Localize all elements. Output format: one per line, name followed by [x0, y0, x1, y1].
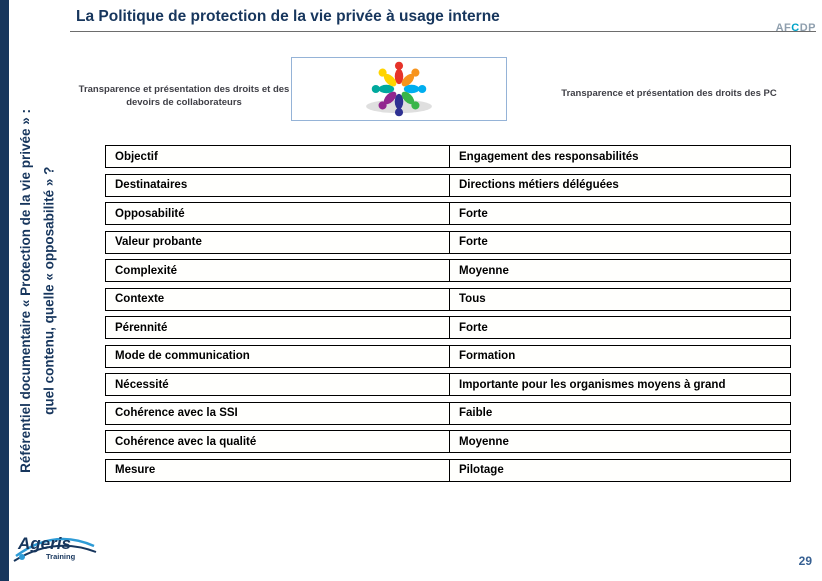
row-value: Forte: [450, 202, 791, 225]
row-value: Engagement des responsabilités: [450, 145, 791, 168]
table-row: [105, 288, 791, 311]
people-circle-clipart: [360, 60, 438, 118]
table-row: [105, 231, 791, 254]
table-row: [105, 202, 791, 225]
criteria-table: [105, 145, 791, 487]
header-right-caption: Transparence et présentation des droits des PC: [561, 88, 777, 99]
table-row: [105, 174, 791, 197]
sidebar-line-2: quel contenu, quelle « opposabilité » ?: [42, 166, 57, 415]
row-label: Pérennité: [105, 316, 450, 339]
row-label: Mode de communication: [105, 345, 450, 368]
afcdp-logo: [776, 22, 816, 34]
page-title: La Politique de protection de la vie privée à usage interne: [76, 8, 500, 25]
row-label: Nécessité: [105, 373, 450, 396]
afcdp-logo-part2: C: [791, 22, 800, 34]
row-label: Valeur probante: [105, 231, 450, 254]
left-accent-strip: [0, 0, 9, 581]
page-number: 29: [798, 554, 812, 568]
afcdp-logo-part3: DP: [799, 22, 816, 34]
header-left-caption: Transparence et présentation des droits et des devoirs de collaborateurs: [78, 84, 290, 108]
row-value: Moyenne: [450, 430, 791, 453]
row-label: Objectif: [105, 145, 450, 168]
table-row: [105, 459, 791, 482]
table-row: [105, 259, 791, 282]
ageris-logo-subtext: Training: [46, 552, 76, 561]
row-value: Forte: [450, 316, 791, 339]
table-row: [105, 402, 791, 425]
table-row: [105, 430, 791, 453]
row-label: Mesure: [105, 459, 450, 482]
row-value: Formation: [450, 345, 791, 368]
row-label: Opposabilité: [105, 202, 450, 225]
clipart-frame: [291, 57, 507, 121]
row-value: Faible: [450, 402, 791, 425]
table-row: [105, 316, 791, 339]
ageris-logo: [12, 526, 98, 572]
row-value: Pilotage: [450, 459, 791, 482]
ageris-logo-text: Ageris: [18, 534, 71, 553]
sidebar-line-1: Référentiel documentaire « Protection de la vie privée » :: [18, 108, 34, 473]
table-row: [105, 345, 791, 368]
row-value: Tous: [450, 288, 791, 311]
row-value: Importante pour les organismes moyens à grand: [450, 373, 791, 396]
title-divider: [70, 31, 816, 32]
table-row: [105, 145, 791, 168]
row-label: Destinataires: [105, 174, 450, 197]
afcdp-logo-part1: AF: [775, 22, 792, 34]
row-value: Moyenne: [450, 259, 791, 282]
row-value: Forte: [450, 231, 791, 254]
row-label: Cohérence avec la SSI: [105, 402, 450, 425]
table-row: [105, 373, 791, 396]
row-label: Cohérence avec la qualité: [105, 430, 450, 453]
row-value: Directions métiers déléguées: [450, 174, 791, 197]
sidebar-rotated-text: [9, 0, 67, 581]
row-label: Complexité: [105, 259, 450, 282]
row-label: Contexte: [105, 288, 450, 311]
